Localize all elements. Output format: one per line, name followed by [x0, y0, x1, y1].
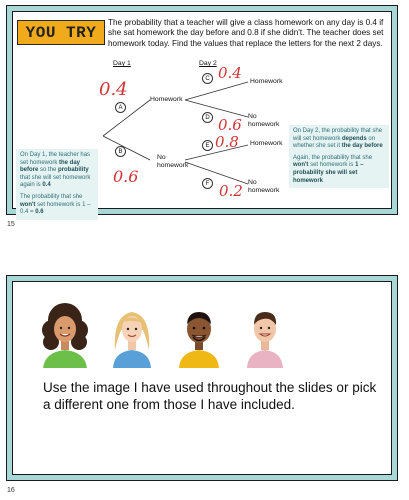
info-day2-para2	[293, 155, 385, 185]
page-number-16: 16	[7, 487, 15, 494]
label-a: A	[115, 102, 126, 113]
avatar-dark-skin	[179, 312, 219, 368]
day2-no-top-homework-word: homework	[248, 121, 280, 128]
day1-homework-label: Homework	[150, 96, 183, 103]
info-day2-para1	[293, 128, 385, 151]
info-text: On Day 2, the probability that she will set homework	[293, 128, 383, 142]
info-emphasis: 1 – probability she will set homework	[293, 162, 364, 184]
day2-no-top-label	[248, 113, 279, 129]
label-d: D	[202, 112, 213, 123]
avatar-brown-hair	[247, 312, 283, 368]
handwritten-a: 0.4	[99, 79, 128, 100]
info-emphasis: probability	[58, 167, 89, 174]
info-emphasis: won't	[293, 162, 309, 169]
info-text: Again, the probability that she	[293, 154, 373, 161]
info-day1-para2	[20, 194, 94, 217]
handwritten-b: 0.6	[113, 167, 139, 186]
day2-no-top-word: No	[248, 113, 257, 120]
day1-no-label	[157, 154, 188, 170]
avatar-blonde-hair	[113, 312, 151, 368]
info-emphasis: depends	[342, 135, 367, 142]
page-number-15: 15	[7, 221, 15, 228]
label-b: B	[115, 146, 126, 157]
handwritten-f: 0.2	[219, 182, 243, 200]
day2-homework-top-label: Homework	[250, 78, 283, 85]
question-text: The probability that a teacher will give a class homework on any day is 0.4 if she sat homework the day before and 0.8 if she didn't. The teacher does set homework today. Find the values that replace the letters for the next 2 days.	[108, 18, 384, 48]
avatar-row	[35, 300, 285, 368]
avatar-curly-hair	[42, 303, 88, 368]
info-text: that she will set homework again is	[20, 174, 91, 189]
day2-no-bottom-word: No	[248, 179, 257, 186]
info-box-day1	[16, 149, 98, 220]
day2-no-bottom-label	[248, 179, 279, 195]
info-emphasis: 0.6	[35, 209, 44, 216]
info-text: set homework is	[308, 162, 356, 169]
info-emphasis: the day before	[20, 159, 81, 174]
label-f: F	[202, 178, 213, 189]
info-box-day2	[289, 125, 389, 188]
slide-16	[6, 275, 398, 481]
info-text: set homework is 1 – 0.4 =	[20, 201, 91, 216]
slide-16-content	[12, 281, 392, 475]
slide16-caption: Use the image I have used throughout the slides or pick a different one from those I have included.	[43, 380, 377, 412]
day1-no-homework-word: homework	[157, 162, 189, 169]
info-text: on whether she set it	[293, 135, 376, 150]
day1-heading: Day 1	[113, 60, 131, 67]
info-text: so the	[38, 167, 59, 174]
handwritten-e: 0.8	[215, 133, 239, 151]
slide-15-content	[12, 11, 392, 216]
info-text: The probability that she	[20, 193, 83, 200]
day2-homework-bottom-label: Homework	[250, 140, 283, 147]
day2-no-bottom-homework-word: homework	[248, 187, 280, 194]
day2-heading: Day 2	[199, 60, 217, 67]
day1-no-word: No	[157, 154, 166, 161]
slide-15	[6, 5, 398, 215]
info-emphasis: won't	[20, 201, 36, 208]
info-emphasis: the day before	[341, 143, 383, 150]
info-text: On Day 1, the teacher has set homework	[20, 152, 91, 166]
handwritten-c: 0.4	[218, 64, 242, 82]
info-emphasis: 0.4	[42, 182, 51, 189]
you-try-badge: YOU TRY	[17, 20, 105, 45]
handwritten-d: 0.6	[218, 116, 242, 134]
label-c: C	[202, 73, 213, 84]
label-e: E	[202, 140, 213, 151]
info-day1-para1	[20, 152, 94, 190]
